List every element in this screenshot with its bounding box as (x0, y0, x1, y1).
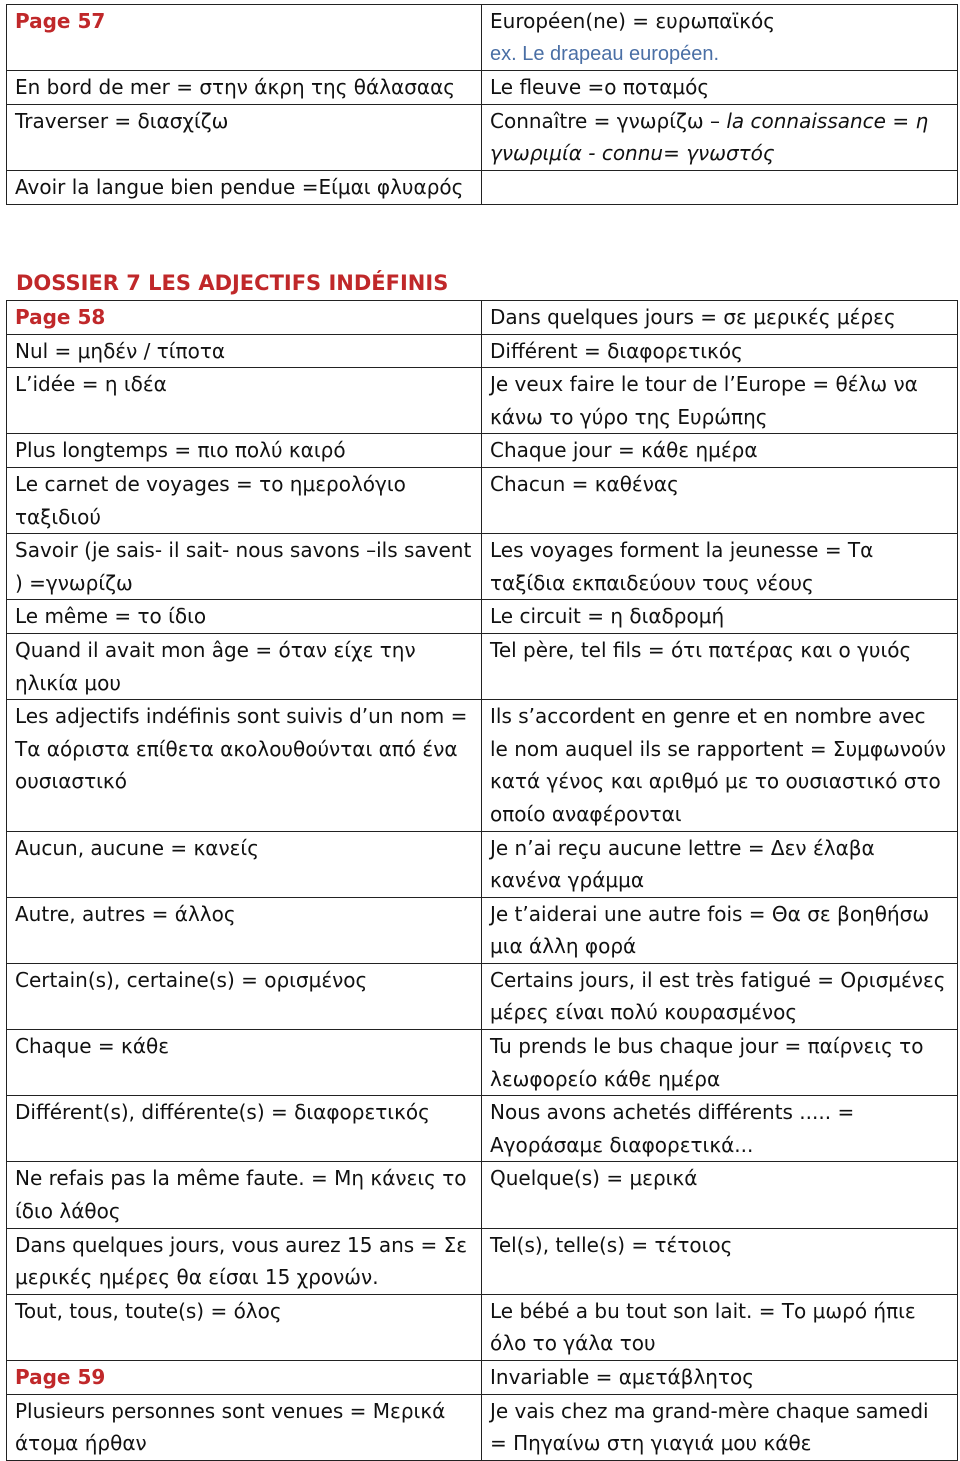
vocab-cell: Nul = μηδέν / τίποτα (7, 334, 482, 368)
vocab-cell (482, 5, 958, 71)
page-heading: Page 59 (7, 1361, 482, 1395)
vocab-cell: Différent(s), différente(s) = διαφορετικός (7, 1096, 482, 1162)
table-row (7, 700, 958, 831)
vocab-cell: Je veux faire le tour de l’Europe = θέλω να κάνω το γύρο της Ευρώπης (482, 368, 958, 434)
page-heading: Page 58 (7, 301, 482, 335)
vocab-cell: Quand il avait mon âge = όταν είχε την ηλικία μου (7, 633, 482, 699)
vocab-cell: Ne refais pas la même faute. = Μη κάνεις το ίδιο λάθος (7, 1162, 482, 1228)
table-row (7, 467, 958, 533)
vocab-cell: Chaque = κάθε (7, 1030, 482, 1096)
vocab-cell: Le fleuve =ο ποταμός (482, 71, 958, 105)
vocab-entry: Connaître = γνωρίζω – (490, 108, 727, 133)
vocab-cell: Plusieurs personnes sont venues = Μερικά άτομα ήρθαν (7, 1394, 482, 1460)
vocab-cell: Quelque(s) = μερικά (482, 1162, 958, 1228)
vocab-entry: Européen(ne) = ευρωπαϊκός (490, 9, 775, 33)
vocab-cell: Tel(s), telle(s) = τέτοιος (482, 1228, 958, 1294)
table-row (7, 434, 958, 468)
table-row (7, 600, 958, 634)
table-row (7, 1162, 958, 1228)
vocab-cell: Nous avons achetés différents ..... = Αγοράσαμε διαφορετικά... (482, 1096, 958, 1162)
vocab-cell: Tout, tous, toute(s) = όλος (7, 1294, 482, 1360)
table-row (7, 534, 958, 600)
vocab-cell: Le carnet de voyages = το ημερολόγιο ταξιδιού (7, 467, 482, 533)
vocab-cell: Plus longtemps = πιο πολύ καιρό (7, 434, 482, 468)
page57-vocab-table (6, 4, 958, 205)
vocab-cell: Les voyages forment la jeunesse = Τα ταξίδια εκπαιδεύουν τους νέους (482, 534, 958, 600)
table-row (7, 1294, 958, 1360)
table-row (7, 1361, 958, 1395)
vocab-cell: Le même = το ίδιο (7, 600, 482, 634)
vocab-cell: Ils s’accordent en genre et en nombre avec le nom auquel ils se rapportent = Συμφωνούν κατά γένος και αριθμό με το ουσιαστικό στο οποίο αναφέρονται (482, 700, 958, 831)
vocab-cell: Chacun = καθένας (482, 467, 958, 533)
vocab-cell: Différent = διαφορετικός (482, 334, 958, 368)
table-row (7, 1096, 958, 1162)
vocabulary-page (6, 4, 958, 205)
table-row (7, 1030, 958, 1096)
table-row (7, 334, 958, 368)
vocab-cell: Je t’aiderai une autre fois = Θα σε βοηθήσω μια άλλη φορά (482, 897, 958, 963)
vocab-cell: Aucun, aucune = κανείς (7, 831, 482, 897)
page-heading: Page 57 (7, 5, 482, 71)
table-row (7, 633, 958, 699)
vocab-cell: En bord de mer = στην άκρη της θάλασαας (7, 71, 482, 105)
vocab-cell: Chaque jour = κάθε ημέρα (482, 434, 958, 468)
vocab-cell: Les adjectifs indéfinis sont suivis d’un nom = Τα αόριστα επίθετα ακολουθούνται από ένα ουσιαστικό (7, 700, 482, 831)
example-text: ex. Le drapeau européen. (490, 42, 720, 65)
table-row (7, 368, 958, 434)
vocab-cell: Tel père, tel fils = ότι πατέρας και ο γυιός (482, 633, 958, 699)
table-row (7, 170, 958, 204)
table-row (7, 104, 958, 170)
vocab-cell: Certain(s), certaine(s) = ορισμένος (7, 963, 482, 1029)
vocab-entry-italic: la connaissance = η γνωριμία - connu= γνωστός (490, 108, 929, 166)
vocab-cell: Autre, autres = άλλος (7, 897, 482, 963)
vocab-cell: Avoir la langue bien pendue =Είμαι φλυαρός (7, 170, 482, 204)
table-row (7, 5, 958, 71)
vocab-cell: Dans quelques jours, vous aurez 15 ans = Σε μερικές ημέρες θα είσαι 15 χρονών. (7, 1228, 482, 1294)
vocab-cell: Certains jours, il est très fatigué = Ορισμένες μέρες είναι πολύ κουρασμένος (482, 963, 958, 1029)
vocab-cell: Le bébé a bu tout son lait. = Το μωρό ήπιε όλο το γάλα του (482, 1294, 958, 1360)
section-title: DOSSIER 7 LES ADJECTIFS INDÉFINIS (16, 271, 449, 295)
vocab-cell: Tu prends le bus chaque jour = παίρνεις το λεωφορείο κάθε ημέρα (482, 1030, 958, 1096)
vocab-cell: Je vais chez ma grand-mère chaque samedi = Πηγαίνω στη γιαγιά μου κάθε (482, 1394, 958, 1460)
vocab-cell: Traverser = διασχίζω (7, 104, 482, 170)
table-row (7, 963, 958, 1029)
vocab-cell: Savoir (je sais- il sait- nous savons –ils savent ) =γνωρίζω (7, 534, 482, 600)
vocab-cell: Dans quelques jours = σε μερικές μέρες (482, 301, 958, 335)
table-row (7, 1228, 958, 1294)
vocab-cell: Invariable = αμετάβλητος (482, 1361, 958, 1395)
vocab-cell (482, 170, 958, 204)
vocab-cell (482, 104, 958, 170)
table-row (7, 1394, 958, 1460)
vocab-cell: L’idée = η ιδέα (7, 368, 482, 434)
dossier7-vocab-table (6, 300, 958, 1461)
table-row (7, 301, 958, 335)
table-row (7, 897, 958, 963)
vocab-cell: Je n’ai reçu aucune lettre = Δεν έλαβα κανένα γράμμα (482, 831, 958, 897)
table-row (7, 71, 958, 105)
table-row (7, 831, 958, 897)
vocab-cell: Le circuit = η διαδρομή (482, 600, 958, 634)
